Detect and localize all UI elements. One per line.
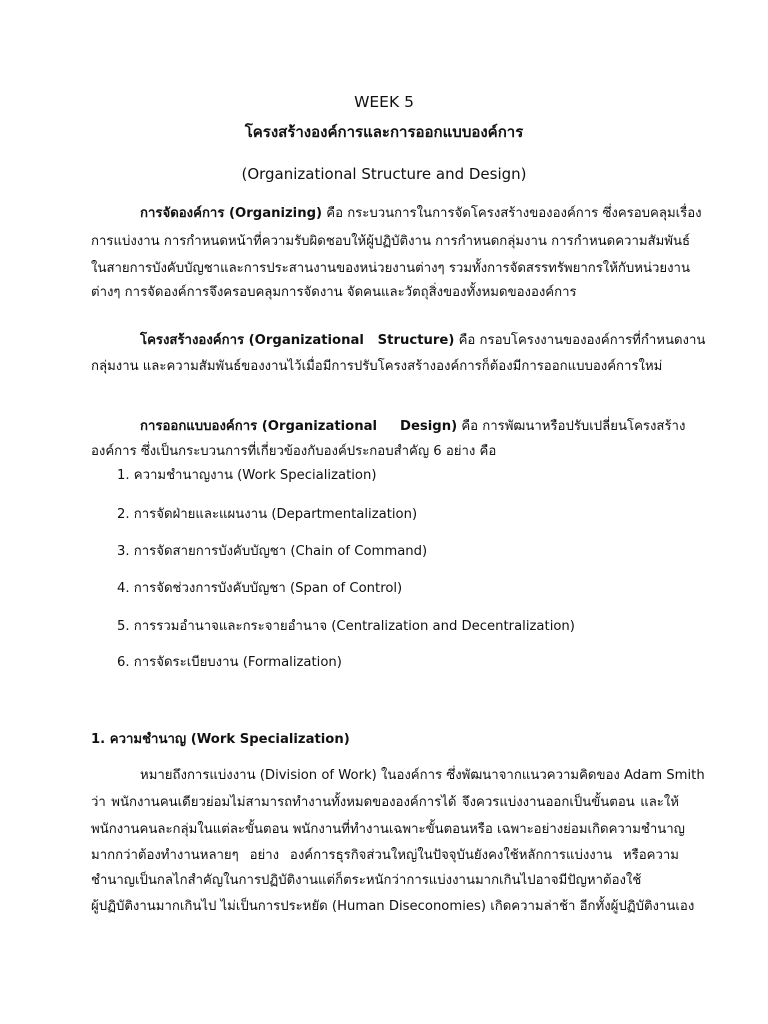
list-item: 2. การจัดฝ่ายและแผนงาน (Departmentalization) (117, 507, 418, 522)
organizing-paragraph-line-3: ในสายการบังคับบัญชาและการประสานงานของหน่วยงานต่างๆ รวมทั้งการจัดสรรทรัพยากรให้กับหน่วยงาน (91, 261, 690, 276)
section-paragraph-line: พนักงานคนละกลุ่มในแต่ละขั้นตอน พนักงานที่ทำงานเฉพาะขั้นตอนหรือ เฉพาะอย่างย่อมเกิดความชำนาญ (91, 822, 685, 837)
organizing-paragraph-line-4: ต่างๆ การจัดองค์การจึงครอบคลุมการจัดงาน จัดคนและวัตถุสิ่งของทั้งหมดขององค์การ (91, 285, 577, 300)
document-title-thai: โครงสร้างองค์การและการออกแบบองค์การ (244, 123, 524, 141)
list-item: 6. การจัดระเบียบงาน (Formalization) (117, 655, 342, 670)
organizing-paragraph-line-2: การแบ่งงาน การกำหนดหน้าที่ความรับผิดชอบให้ผู้ปฏิบัติงาน การกำหนดกลุ่มงาน การกำหนดความสัมพันธ์ (91, 234, 691, 249)
week-heading: WEEK 5 (354, 93, 414, 111)
design-paragraph-line-1: การออกแบบองค์การ (Organizational Design) คือ การพัฒนาหรือปรับเปลี่ยนโครงสร้าง (140, 419, 686, 434)
design-term: การออกแบบองค์การ (Organizational Design) (140, 419, 458, 434)
design-paragraph-line-2: องค์การ ซึ่งเป็นกระบวนการที่เกี่ยวข้องกับองค์ประกอบสำคัญ 6 อย่าง คือ (91, 444, 497, 459)
document-title-english: (Organizational Structure and Design) (241, 165, 527, 183)
organizing-paragraph-line-1: การจัดองค์การ (Organizing) คือ กระบวนการในการจัดโครงสร้างขององค์การ ซึ่งครอบคลุมเรื่อง (140, 206, 702, 221)
list-item: 1. ความชำนาญงาน (Work Specialization) (117, 468, 377, 483)
structure-paragraph-line-2: กลุ่มงาน และความสัมพันธ์ของงานไว้เมื่อมีการปรับโครงสร้างองค์การก็ต้องมีการออกแบบองค์การใหม่ (91, 359, 663, 374)
section-paragraph-line: ว่า พนักงานคนเดียวย่อมไม่สามารถทำงานทั้งหมดขององค์การได้ จึงควรแบ่งงานออกเป็นขั้นตอน และให้ (91, 795, 679, 810)
section-paragraph-line: ผู้ปฏิบัติงานมากเกินไป ไม่เป็นการประหยัด (Human Diseconomies) เกิดความล่าช้า อีกทั้งผู้ปฏิบัติงานเอง (91, 899, 695, 914)
structure-term: โครงสร้างองค์การ (Organizational Structure) (140, 333, 455, 348)
list-item: 3. การจัดสายการบังคับบัญชา (Chain of Command) (117, 544, 428, 559)
section-paragraph-line: หมายถึงการแบ่งงาน (Division of Work) ในองค์การ ซึ่งพัฒนาจากแนวความคิดของ Adam Smith (140, 768, 705, 783)
structure-paragraph-line-1: โครงสร้างองค์การ (Organizational Structure) คือ กรอบโครงงานขององค์การที่กำหนดงาน (140, 333, 706, 348)
organizing-term: การจัดองค์การ (Organizing) (140, 206, 323, 221)
list-item: 4. การจัดช่วงการบังคับบัญชา (Span of Control) (117, 581, 403, 596)
list-item: 5. การรวมอำนาจและกระจายอำนาจ (Centralization and Decentralization) (117, 619, 575, 634)
section-heading: 1. ความชำนาญ (Work Specialization) (91, 732, 350, 747)
section-paragraph-line: มากกว่าต้องทำงานหลายๆ อย่าง องค์การธุรกิจส่วนใหญ่ในปัจจุบันยังคงใช้หลักการแบ่งงาน หรือความ (91, 848, 679, 863)
section-paragraph-line: ชำนาญเป็นกลไกสำคัญในการปฏิบัติงานแต่ก็ตระหนักว่าการแบ่งงานมากเกินไปอาจมีปัญหาต้องใช้ (91, 873, 642, 888)
